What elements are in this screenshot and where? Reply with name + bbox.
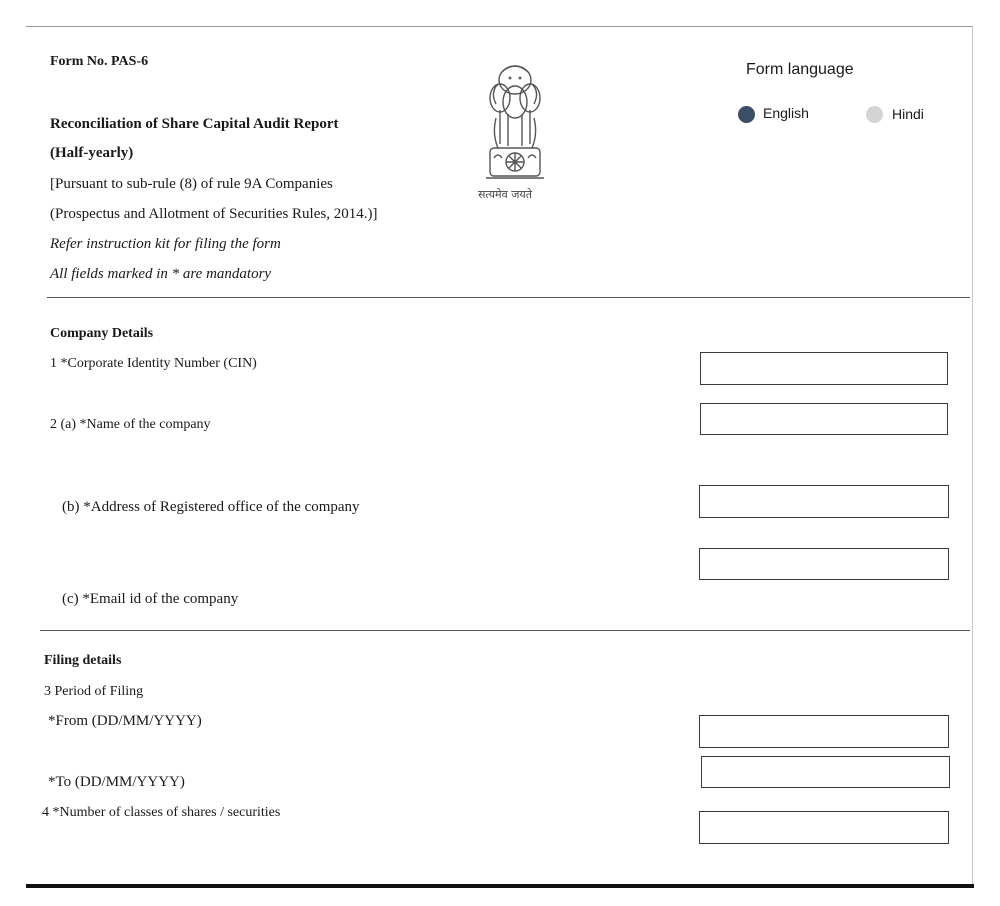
period-of-filing-label: 3 Period of Filing [44,684,144,699]
cin-input[interactable] [700,352,948,385]
registered-address-label: (b) *Address of Registered office of the company [62,499,360,515]
pursuant-line-2: (Prospectus and Allotment of Securities Rules, 2014.)] [50,206,378,222]
filing-details-heading: Filing details [44,653,122,668]
radio-hindi-label[interactable]: Hindi [892,106,924,122]
bottom-border [26,884,974,888]
form-subtitle: (Half-yearly) [50,145,134,161]
company-email-input[interactable] [699,548,949,580]
from-date-input[interactable] [699,715,949,748]
radio-english[interactable] [738,106,755,123]
emblem-motto: सत्यमेव जयते [478,188,533,201]
company-name-label: 2 (a) *Name of the company [50,417,211,432]
company-details-heading: Company Details [50,326,154,341]
company-email-label: (c) *Email id of the company [62,591,239,607]
section-divider-header [47,297,970,298]
form-title: Reconciliation of Share Capital Audit Report [50,116,339,132]
cin-label: 1 *Corporate Identity Number (CIN) [50,356,257,371]
registered-address-input[interactable] [699,485,949,518]
share-classes-input[interactable] [699,811,949,844]
mandatory-note: All fields marked in * are mandatory [50,266,272,282]
from-date-label: *From (DD/MM/YYYY) [48,713,202,729]
share-classes-label: 4 *Number of classes of shares / securities [42,805,281,820]
pursuant-line-1: [Pursuant to sub-rule (8) of rule 9A Companies [50,176,333,192]
instruction-kit-note: Refer instruction kit for filing the form [50,236,281,252]
section-divider-company [40,630,970,631]
form-language-label: Form language [746,61,854,78]
to-date-input[interactable] [701,756,950,788]
company-name-input[interactable] [700,403,948,435]
radio-english-label[interactable]: English [763,105,809,121]
form-number: Form No. PAS-6 [50,54,149,69]
radio-hindi[interactable] [866,106,883,123]
to-date-label: *To (DD/MM/YYYY) [48,774,185,790]
